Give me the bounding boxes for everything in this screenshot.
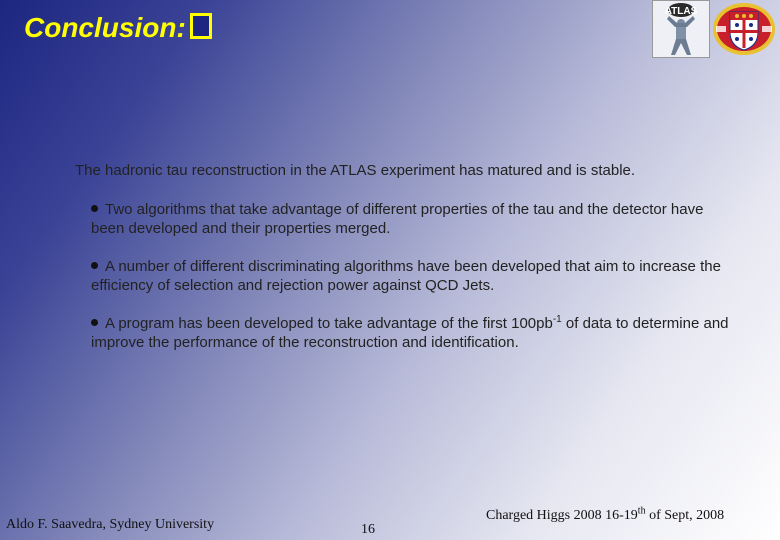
bullet-text: A number of different discriminating algorithms have been developed that aim to increase the efficiency of selection and rejection power against QCD Jets. — [91, 258, 721, 294]
atlas-figure-icon — [653, 1, 709, 57]
bullet-dot-icon — [91, 205, 98, 212]
university-crest-icon — [712, 2, 776, 56]
bullet-dot-icon — [91, 319, 98, 326]
footer-event — [486, 505, 725, 524]
missing-glyph-icon — [190, 13, 212, 39]
lead-paragraph: The hadronic tau reconstruction in the ATLAS experiment has matured and is stable. — [75, 162, 636, 179]
bullet-item — [91, 200, 731, 238]
bullet-text: Two algorithms that take advantage of different properties of the tau and the detector have been developed and their properties merged. — [91, 201, 704, 237]
bullet-item — [91, 257, 731, 295]
bullet-text-start: A program has been developed to take advantage of the first 100pb — [105, 315, 553, 332]
atlas-logo-text: ATLAS — [664, 6, 698, 17]
footer-author: Aldo F. Saavedra, Sydney University — [6, 517, 215, 532]
footer-event-start: Charged Higgs 2008 16-19 — [486, 508, 638, 523]
bullet-dot-icon — [91, 262, 98, 269]
footer-event-end: of Sept, 2008 — [645, 508, 725, 523]
footer-page-number: 16 — [361, 522, 375, 537]
bullet-item — [91, 314, 731, 352]
atlas-logo — [652, 0, 710, 58]
bullet-superscript: -1 — [552, 314, 562, 325]
bullet-text-end: of data to determine and improve the performance of the reconstruction and identification. — [91, 315, 729, 351]
slide-title — [24, 12, 212, 44]
footer-event-superscript: th — [637, 505, 646, 517]
slide-title-text: Conclusion: — [24, 12, 186, 43]
sydney-university-crest — [712, 2, 776, 56]
